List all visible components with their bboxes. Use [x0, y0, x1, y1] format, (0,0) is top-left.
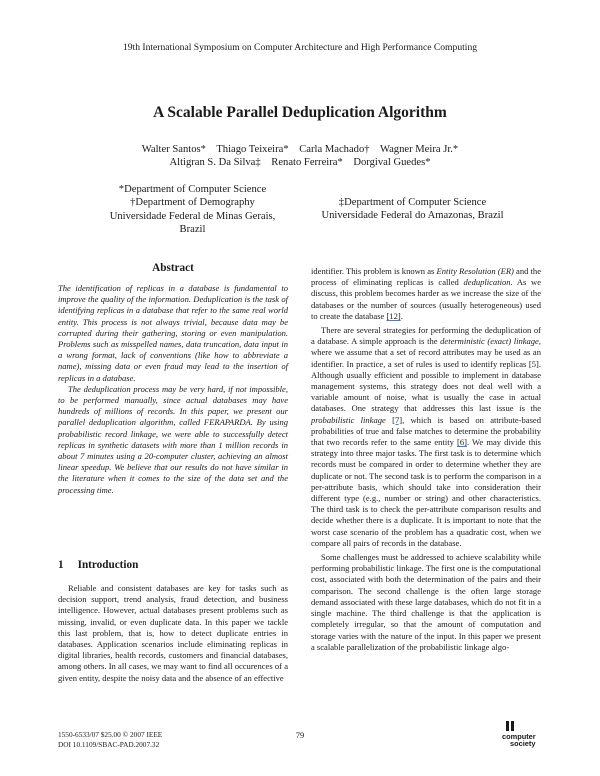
- footer-doi: DOI 10.1109/SBAC-PAD.2007.32: [58, 739, 160, 749]
- emphasis: probabilistic linkage: [311, 414, 386, 425]
- affiliation-line: Universidade Federal do Amazonas, Brazil: [321, 210, 504, 222]
- text-span: . We may divide this strategy into three major tasks. The first task is to determine which records must be compared in order to determine whether they are duplicate or not. The second task is to perform the comparison in a per-attribute basis, which should take into consideration their different type (e.g., number or string) and other characteristics. The third task is to check the per-attribute comparison results and decide whether there is a duplicate. It is important to note that the worst case scenario of the problem has a quadratic cost, when we compare all pairs of records in the database.: [311, 437, 541, 548]
- authors-line-1: Walter Santos* Thiago Teixeira* Carla Machado† Wagner Meira Jr.*: [141, 144, 459, 155]
- abstract-body: [58, 283, 288, 496]
- body-paragraph: [311, 266, 541, 322]
- text-span: . As we discuss, this problem becomes harder as we increase the size of the databases or the number of sources (usually heterogeneous) used to create the database: [311, 277, 542, 321]
- abstract-paragraph: The deduplication process may be very hard, if not impossible, to be performed manually, since actual databases may have hundreds of millions of records. In this paper, we present our parallel deduplication algorithm, called FERAPARDA. By using probabilistic record linkage, we were able to successfully detect replicas in synthetic datasets with more than 1 million records in about 7 minutes using a 20-computer cluster, achieving an almost linear speedup. We believe that our results do not have similar in the literature when it comes to the size of the data set and the processing time.: [58, 383, 288, 495]
- text-span: .: [400, 310, 403, 321]
- text-span: , which is based on attribute-based probabilities of true and false matches to determine the probability that two records refer to the same entity: [311, 414, 542, 448]
- affiliation-line: Brazil: [179, 224, 206, 236]
- logo-bar-icon: [506, 721, 509, 731]
- abstract-paragraph: The identification of replicas in a database is fundamental to improve the quality of the information. Deduplication is the task of identifying replicas in a database that refer to the same real world entity. This process is not always trivial, because data may be corrupted during their gathering, storing or even manipulation. Problems such as misspelled names, data truncation, data input in a wrong format, lack of conventions (like how to abbreviate a name), missing data or even fraud may lead to the insertion of replicas in a database.: [58, 283, 288, 383]
- emphasis: deduplication: [463, 277, 511, 288]
- introduction-heading: [58, 559, 288, 571]
- affiliation-line: †Department of Demography: [130, 197, 255, 209]
- text-span: There are several strategies for performing the deduplication of a database. A simple approach is the: [311, 325, 541, 347]
- citation-link[interactable]: [12]: [386, 310, 401, 321]
- body-paragraph: [311, 325, 541, 549]
- text-span: identifier. This problem is known as: [311, 266, 437, 276]
- logo-text: [502, 733, 536, 747]
- introduction-body: [58, 583, 288, 684]
- section-number: 1: [58, 559, 64, 571]
- affiliation-line: Universidade Federal de Minas Gerais,: [109, 210, 276, 222]
- text-span: and the process of eliminating replicas is called: [311, 266, 541, 288]
- text-span: , where we assume that a set of record attributes may be used as an identifier. In practice, a set of rules is used to identify replicas [5]. Although usually efficient and possible to implement in database management systems, this strategy does not deal well with a variable amount of noise, what is usually the case in actual databases. One strategy that addresses this last issue is the: [311, 336, 541, 414]
- affiliation-left: [80, 183, 305, 237]
- logo-bar-icon: [511, 721, 514, 731]
- page-number: 79: [295, 730, 305, 740]
- section-title: Introduction: [77, 559, 139, 571]
- affiliation-line: *Department of Computer Science: [118, 184, 267, 195]
- emphasis: Entity Resolution (ER): [436, 266, 514, 276]
- authors-line-2: Altigran S. Da Silva‡ Renato Ferreira* Dorgival Guedes*: [169, 157, 431, 168]
- citation-link[interactable]: [7]: [392, 414, 403, 425]
- affiliation-right: [300, 196, 525, 223]
- abstract-heading: Abstract: [152, 262, 194, 274]
- right-column-body: [311, 266, 541, 653]
- citation-link[interactable]: [6]: [456, 437, 467, 448]
- conference-header: 19th International Symposium on Computer Architecture and High Performance Computing: [122, 42, 478, 53]
- logo-text-line: computer: [502, 732, 536, 741]
- computer-society-logo: [502, 719, 548, 748]
- emphasis: deterministic (exact) linkage: [440, 336, 539, 347]
- footer-issn: 1550-6533/07 $25.00 © 2007 IEEE: [58, 730, 163, 739]
- logo-text-line: society: [510, 739, 536, 748]
- affiliation-line: ‡Department of Computer Science: [338, 197, 487, 208]
- intro-paragraph: Reliable and consistent databases are key for tasks such as decision support, trend analysis, fraud detection, and business intelligence. However, actual databases present problems such as missing, invalid, or even duplicate data. In this paper we tackle this last problem, that is, how to detect duplicate entries in databases. Application scenarios include eliminating replicas in digital libraries, health records, customers and financial databases, among others. In all cases, we may want to find all occurences of a given entity, despite the noisy data and the absence of an effective: [58, 583, 288, 683]
- paper-title: A Scalable Parallel Deduplication Algorithm: [153, 104, 447, 121]
- body-paragraph: Some challenges must be addressed to achieve scalability while performing probabilistic linkage. The first one is the computational cost, associated with both the determination of the pairs and their comparison. The second challenge is the often large storage demand associated with these large databases, which do not fit in a single machine. The third challenge is that the application is completely irregular, so that the amount of computation and storage varies with the nature of the input. In this paper we present a scalable parallelization of the probabilistic linkage algo-: [311, 552, 541, 652]
